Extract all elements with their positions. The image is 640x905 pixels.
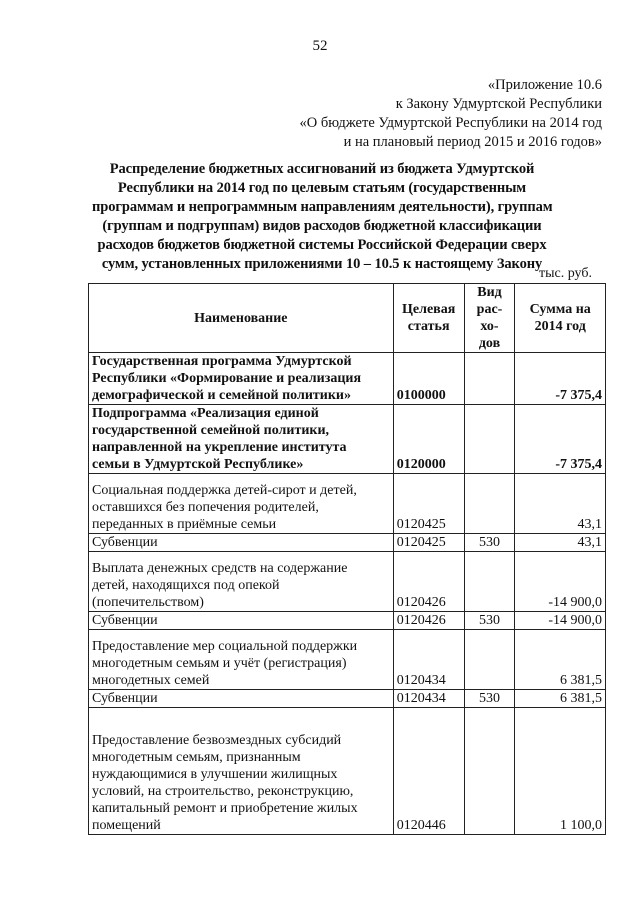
row-name: Субвенции — [89, 534, 394, 552]
table-row — [89, 708, 606, 835]
row-sum: -7 375,4 — [515, 353, 606, 405]
table-row — [89, 552, 606, 612]
table-row — [89, 405, 606, 474]
row-name — [89, 474, 394, 534]
appendix-line: «О бюджете Удмуртской Республики на 2014 год — [299, 115, 602, 131]
table-header-row — [89, 284, 606, 353]
row-code: 0120446 — [393, 708, 464, 835]
table-row — [89, 612, 606, 630]
row-sum: 6 381,5 — [515, 630, 606, 690]
page-number: 52 — [312, 38, 328, 54]
row-name-line: Социальная поддержка детей-сирот и детей, — [92, 483, 357, 498]
heading-line: сумм, установленных приложениями 10 – 10.5 к настоящему Закону — [101, 256, 543, 272]
row-name — [89, 708, 394, 835]
row-name-line: условий, на строительство, реконструкцию, — [92, 784, 354, 799]
header-type-line: рас- — [476, 302, 503, 317]
row-code: 0120434 — [393, 690, 464, 708]
row-code: 0100000 — [393, 353, 464, 405]
header-type — [464, 284, 515, 353]
row-name-line: многодетных семей — [92, 673, 210, 688]
header-sum-line: 2014 год — [534, 319, 586, 334]
row-sum: -7 375,4 — [515, 405, 606, 474]
header-type-line: Вид — [477, 285, 502, 300]
table-row — [89, 690, 606, 708]
row-type — [464, 708, 515, 835]
header-type-line: дов — [478, 336, 501, 351]
row-name — [89, 405, 394, 474]
row-type: 530 — [464, 612, 515, 630]
row-name-line: направленной на укрепление института — [92, 440, 347, 455]
row-name — [89, 630, 394, 690]
row-name: Субвенции — [89, 612, 394, 630]
header-code-line: Целевая — [401, 302, 456, 317]
row-sum: 6 381,5 — [515, 690, 606, 708]
budget-table — [88, 283, 606, 835]
row-code: 0120434 — [393, 630, 464, 690]
appendix-line: к Закону Удмуртской Республики — [395, 96, 602, 112]
row-name-line: детей, находящихся под опекой — [92, 578, 280, 593]
row-name-line: Выплата денежных средств на содержание — [92, 561, 348, 576]
row-name-line: Государственная программа Удмуртской — [92, 354, 352, 369]
row-name-line: семьи в Удмуртской Республике» — [92, 457, 304, 472]
row-sum: 43,1 — [515, 534, 606, 552]
row-type — [464, 405, 515, 474]
appendix-reference — [242, 76, 602, 152]
row-type: 530 — [464, 690, 515, 708]
row-type — [464, 552, 515, 612]
table-row — [89, 534, 606, 552]
table-row — [89, 630, 606, 690]
header-sum-line: Сумма на — [529, 302, 591, 317]
row-name-line: Предоставление безвозмездных субсидий — [92, 733, 342, 748]
row-name: Субвенции — [89, 690, 394, 708]
heading-line: Распределение бюджетных ассигнований из бюджета Удмуртской — [109, 161, 535, 177]
header-code-line: статья — [407, 319, 450, 334]
row-code: 0120425 — [393, 534, 464, 552]
row-type: 530 — [464, 534, 515, 552]
row-code: 0120425 — [393, 474, 464, 534]
row-name-line: оставшихся без попечения родителей, — [92, 500, 319, 515]
row-type — [464, 353, 515, 405]
row-type — [464, 474, 515, 534]
row-name-line: Подпрограмма «Реализация единой — [92, 406, 319, 421]
table-row — [89, 474, 606, 534]
row-name-line: нуждающимися в улучшении жилищных — [92, 767, 338, 782]
heading-line: программам и непрограммным направлениям деятельности), группам — [92, 199, 553, 215]
header-name: Наименование — [89, 284, 394, 353]
appendix-line: «Приложение 10.6 — [487, 77, 602, 93]
row-code: 0120426 — [393, 612, 464, 630]
row-name-line: многодетным семьям, признанным — [92, 750, 301, 765]
row-sum: -14 900,0 — [515, 612, 606, 630]
row-name-line: Республики «Формирование и реализация — [92, 371, 362, 386]
header-type-line: хо- — [480, 319, 499, 334]
row-name-line: государственной семейной политики, — [92, 423, 330, 438]
row-name — [89, 353, 394, 405]
heading-line: (группам и подгруппам) видов расходов бюджетной классификации — [102, 218, 542, 234]
row-sum: 43,1 — [515, 474, 606, 534]
header-sum — [515, 284, 606, 353]
row-name-line: многодетным семьям и учёт (регистрация) — [92, 656, 347, 671]
row-code: 0120000 — [393, 405, 464, 474]
table-row — [89, 353, 606, 405]
row-name-line: переданных в приёмные семьи — [92, 517, 277, 532]
header-code — [393, 284, 464, 353]
row-name-line: помещений — [92, 818, 161, 833]
row-sum: -14 900,0 — [515, 552, 606, 612]
row-sum: 1 100,0 — [515, 708, 606, 835]
row-code: 0120426 — [393, 552, 464, 612]
heading-line: Республики на 2014 год по целевым статьям (государственным — [117, 180, 527, 196]
heading-line: расходов бюджетов бюджетной системы Российской Федерации сверх — [97, 237, 547, 253]
row-name-line: Предоставление мер социальной поддержки — [92, 639, 358, 654]
document-heading — [92, 160, 552, 274]
row-type — [464, 630, 515, 690]
currency-unit: тыс. руб. — [539, 266, 592, 281]
row-name — [89, 552, 394, 612]
row-name-line: капитальный ремонт и приобретение жилых — [92, 801, 358, 816]
row-name-line: (попечительством) — [92, 595, 204, 610]
row-name-line: демографической и семейной политики» — [92, 388, 351, 403]
appendix-line: и на плановый период 2015 и 2016 годов» — [343, 134, 602, 150]
